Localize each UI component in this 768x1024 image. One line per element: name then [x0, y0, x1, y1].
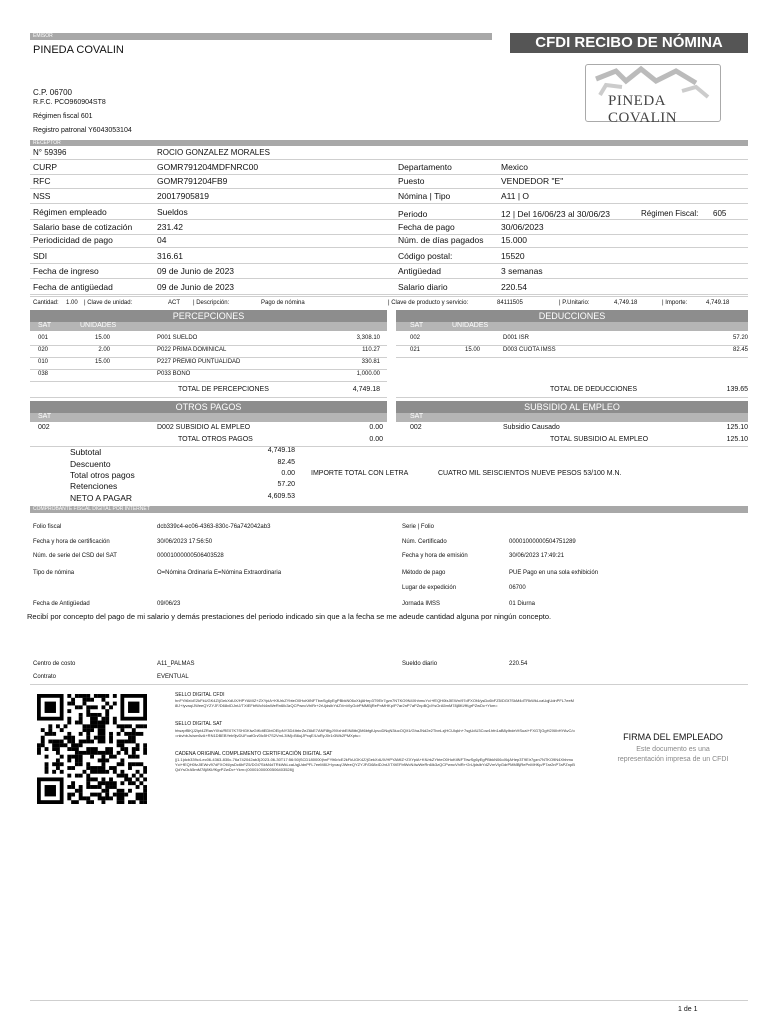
- field-label: Puesto: [398, 176, 425, 186]
- divider: [396, 345, 748, 346]
- percepcion-importe: 1,000.00: [356, 371, 380, 377]
- divider: [30, 397, 387, 398]
- divider: [30, 188, 748, 189]
- field-label: Periodicidad de pago: [33, 235, 113, 245]
- fiscal-label: Jornada IMSS: [402, 601, 441, 607]
- field-value: 12 | Del 16/06/23 al 30/06/23: [501, 209, 611, 219]
- percepciones-header: PERCEPCIONES: [30, 310, 387, 322]
- field-label: Antigüedad: [398, 266, 442, 276]
- percepcion-sat: 038: [38, 371, 49, 377]
- regimen-fiscal-value: 605: [713, 209, 727, 218]
- field-value: 20017905819: [157, 191, 210, 201]
- receptor-bar: [30, 140, 748, 146]
- percepcion-importe: 3,308.10: [356, 335, 380, 341]
- deducciones-total-label: TOTAL DE DEDUCCIONES: [550, 386, 637, 393]
- concepto-descripcion-label: | Descripción:: [193, 300, 230, 306]
- divider: [30, 345, 387, 346]
- field-label: Núm. de días pagados: [398, 235, 484, 245]
- qr-code-icon: [37, 694, 147, 804]
- otros-pagos-total: 0.00: [369, 436, 383, 443]
- concepto-punit-label: | P.Unitario:: [559, 300, 590, 306]
- otros-sat: 002: [38, 424, 50, 431]
- fiscal-label: Fecha y hora de certificación: [33, 539, 110, 545]
- deduccion-concepto: D001 ISR: [503, 335, 530, 341]
- importe-letra-label: IMPORTE TOTAL CON LETRA: [311, 470, 409, 477]
- field-label: Salario base de cotización: [33, 222, 133, 232]
- field-value: A11 | O: [501, 191, 530, 201]
- divider: [30, 263, 748, 264]
- field-value: 220.54: [501, 282, 527, 292]
- field-value: 09 de Junio de 2023: [157, 266, 235, 276]
- field-value: GOMR791204MDFNRC00: [157, 162, 259, 172]
- resumen-label: Descuento: [70, 459, 111, 469]
- logo-text: PINEDA COVALIN: [608, 93, 678, 126]
- fiscal-value: 00001000000504751289: [509, 539, 576, 545]
- concepto-clave-unidad-label: | Clave de unidad:: [84, 300, 133, 306]
- field-label: Régimen empleado: [33, 207, 107, 217]
- concepto-importe-label: | Importe:: [662, 300, 688, 306]
- field-value: GOMR791204FB9: [157, 176, 228, 186]
- percepcion-importe: 330.81: [361, 359, 380, 365]
- subsidio-header: SUBSIDIO AL EMPLEO: [396, 401, 748, 413]
- field-label: Salario diario: [398, 282, 448, 292]
- fiscal-value: 09/06/23: [157, 601, 181, 607]
- concepto-importe: 4,749.18: [706, 300, 730, 306]
- percepcion-concepto: P227 PREMIO PUNTUALIDAD: [157, 359, 241, 365]
- col-unidades: UNIDADES: [80, 322, 117, 329]
- field-label: Fecha de ingreso: [33, 266, 99, 276]
- emisor-rfc: R.F.C. PCO960904ST8: [33, 99, 106, 106]
- emisor-registro: Registro patronal Y6043053104: [33, 127, 132, 134]
- fiscal-value: dcb339c4-ec06-4363-830c-76a742042ab3: [157, 524, 271, 530]
- otros-pagos-total-label: TOTAL OTROS PAGOS: [178, 436, 253, 443]
- field-label: Periodo: [398, 209, 428, 219]
- otros-pagos-subheader: [30, 413, 387, 422]
- fiscal-label: Serie | Folio: [402, 524, 434, 530]
- divider: [30, 219, 748, 220]
- fiscal-label: Fecha de Antigüedad: [33, 601, 90, 607]
- employee-name: ROCIO GONZALEZ MORALES: [157, 148, 270, 157]
- fiscal-value: 06700: [509, 585, 526, 591]
- fiscal-label: Folio fiscal: [33, 524, 62, 530]
- field-label: CURP: [33, 162, 58, 172]
- resumen-label: NETO A PAGAR: [70, 493, 133, 503]
- percepcion-concepto: P033 BONO: [157, 371, 191, 377]
- otros-pagos-header: OTROS PAGOS: [30, 401, 387, 413]
- fiscal-value: PUE Pago en una sola exhibición: [509, 570, 599, 576]
- col-sat: SAT: [410, 413, 424, 420]
- sello-cfdi-label: SELLO DIGITAL CFDI: [175, 692, 225, 698]
- receptor-label: RECEPTOR: [33, 140, 61, 146]
- contrato-label: Contrato: [33, 674, 57, 680]
- divider: [30, 446, 748, 447]
- field-label: Departamento: [398, 162, 452, 172]
- divider: [30, 247, 748, 248]
- fiscal-value: 01 Diurna: [509, 601, 536, 607]
- resumen-value: 0.00: [281, 470, 295, 477]
- company-logo: [585, 64, 721, 126]
- concepto-descripcion: Pago de nómina: [261, 300, 305, 306]
- sueldo-value: 220.54: [509, 661, 528, 667]
- cadena: ||1.1|dcb339c4-ec06-4363-830c-76a742042ab3|2023-06-30T17:56:50|SCD180000|hnFYlt6r/cE2kFkUGK4Z/jGekXdUX/HPYAMIZ+ZXYpiA+KfUrkZYbteO0HoKtlNFTbwSg6yEgPBbkN06oXkjAHep3T9Eir7gzn7NTKO9N4XhhmuYci+fEQH0fzJlEWn/97dFXOf4/ysDc6bFZ5/DGt7SkM4dTRkWkLcaUqjUdnPFL7eeM8lJ+Iyvaq/JWeeQYZYJF/D68xIDJntJ/TXtEFbfWcN4wWeRn6Ik3zQCPwncVhiRr+2rUjdslbYdZVmVlyGdrPMMBjRePnMHKp/P7ar2nP7aPZnpBQdYsOrA5mM78j8KI/fKgrPZwDc+Ykm=|00001000000506403528||: [175, 757, 575, 772]
- divider: [396, 357, 748, 358]
- col-unidades: UNIDADES: [452, 322, 489, 329]
- fiscal-value: 30/06/2023 17:49:21: [509, 553, 565, 559]
- resumen-value: 57.20: [277, 481, 295, 488]
- centro-value: A11_PALMAS: [157, 661, 195, 667]
- otros-importe: 0.00: [369, 424, 383, 431]
- resumen-value: 4,609.53: [267, 493, 295, 500]
- deduccion-concepto: D003 CUOTA IMSS: [503, 347, 556, 353]
- percepciones-total: 4,749.18: [352, 386, 380, 393]
- fiscal-label: Núm. Certificado: [402, 539, 447, 545]
- concepto-clave-unidad: ACT: [168, 300, 180, 306]
- representacion-impresa: Este documento es una representación impresa de un CFDI: [617, 746, 729, 763]
- fiscal-label: Método de pago: [402, 570, 446, 576]
- fiscal-value: O=Nómina Ordinaria E=Nómina Extraordinaria: [157, 570, 282, 576]
- resumen-label: Retenciones: [70, 481, 118, 491]
- sello-sat: htwzpfBKjJ2ipt4ZRasYtXsi/RE07K7SHGKlwGtKdtEDbtOEIpNY3D4ItrbrZeZ6kE7ANF8fgJ9XxhbEIN8tbQM6bfglUpvoDNqN3lucOQ/t1/GhaJNd2e2TivnLzjHCUIqkh+7sgUdU3Cow1hfn1aB8yIbdeVtSuaI+FXG7jGgH2XiIbHYAvC/o=nkvhbJs/sm6vA+RN1DBEBYeb9jvDUFoafGn/0lc5H7S2VmL3IMj=B6ujJPxqE/UuRyJ0r1r3Wk2PMXptu=: [175, 728, 575, 738]
- divider: [30, 296, 748, 297]
- divider: [30, 357, 387, 358]
- divider: [30, 684, 748, 685]
- firma-label: FIRMA DEL EMPLEADO: [623, 732, 723, 742]
- subsidio-sat: 002: [410, 424, 422, 431]
- concepto-punit: 4,749.18: [614, 300, 638, 306]
- deduccion-unidades: 15.00: [464, 347, 480, 353]
- subsidio-total-label: TOTAL SUBSIDIO AL EMPLEO: [550, 436, 649, 443]
- cadena-label: CADENA ORIGINAL COMPLEMENTO CERTIFICACIÓN DIGITAL SAT: [175, 751, 333, 757]
- regimen-fiscal-label: Régimen Fiscal:: [641, 209, 699, 218]
- divider: [30, 174, 748, 175]
- sello-cfdi: hnFYlt6r/cE2kFkUGK4Z/jGekXdUX/HPYAMIZ+ZXYpiA+KfUrkZYbteO0HoKtlNFTbwSg6yEgPBbkN06oXkjAHep3T9Eir7gzn7NTKO9N4XhhmuYci+fEQH0fzJlEWn/97dFXOf4/ysDc6bFZ5/DGt7SkM4dTRkWkLcaUqjUdnPFL7eeM8lJ+Iyvaq/JWeeQYZYJF/D68xIDJntJ/TXtEFbfWcN4wWeRn6Ik3zQCPwncVhiRr+2rUjdslbYdZVmVlyGdrPMMBjRePnMHKp/P7ar2nP7aPZnpBQdYsOrA5mM78j8KI/fKgrPZwDc+Ykm=: [175, 698, 574, 708]
- concepto-cantidad-label: Cantidad:: [33, 300, 59, 306]
- percepcion-concepto: P022 PRIMA DOMINICAL: [157, 347, 227, 353]
- divider: [30, 203, 748, 204]
- sueldo-label: Sueldo diario: [402, 661, 438, 667]
- fiscal-value: 30/06/2023 17:56:50: [157, 539, 213, 545]
- company-name: PINEDA COVALIN: [33, 44, 124, 56]
- field-label: Código postal:: [398, 251, 453, 261]
- field-value: 15520: [501, 251, 525, 261]
- concepto-clave-prod: 84111505: [497, 300, 523, 306]
- field-value: 04: [157, 235, 167, 245]
- fiscal-label: COMPROBANTE FISCAL DIGITAL POR INTERNET: [33, 506, 150, 512]
- field-label: Fecha de pago: [398, 222, 455, 232]
- page-number: 1 de 1: [678, 1006, 698, 1013]
- deduccion-importe: 57.20: [732, 335, 748, 341]
- col-sat: SAT: [38, 322, 52, 329]
- divider: [30, 369, 387, 370]
- divider: [30, 159, 748, 160]
- field-value: 3 semanas: [501, 266, 543, 276]
- field-label: Fecha de antigüedad: [33, 282, 113, 292]
- deducciones-total: 139.65: [726, 386, 748, 393]
- subsidio-total: 125.10: [726, 436, 748, 443]
- field-value: VENDEDOR "E": [501, 176, 564, 186]
- deduccion-sat: 002: [410, 335, 421, 341]
- fiscal-label: Tipo de nómina: [33, 570, 75, 576]
- emisor-regimen: Régimen fiscal 601: [33, 113, 93, 120]
- divider: [30, 278, 748, 279]
- divider: [396, 397, 748, 398]
- percepcion-importe: 110.27: [362, 347, 380, 353]
- footer-divider: [30, 1000, 748, 1001]
- field-value: 231.42: [157, 222, 183, 232]
- divider: [30, 294, 748, 295]
- deduccion-importe: 82.45: [732, 347, 748, 353]
- percepcion-unidades: 15.00: [94, 335, 110, 341]
- fiscal-label: Lugar de expedición: [402, 585, 457, 591]
- employee-number: N° 59396: [33, 148, 67, 157]
- field-value: Mexico: [501, 162, 528, 172]
- resumen-label: Total otros pagos: [70, 470, 135, 480]
- subsidio-subheader: [396, 413, 748, 422]
- resumen-label: Subtotal: [70, 447, 102, 457]
- otros-concepto: D002 SUBSIDIO AL EMPLEO: [157, 424, 251, 431]
- resumen-value: 82.45: [277, 459, 295, 466]
- field-label: SDI: [33, 251, 48, 261]
- field-label: RFC: [33, 176, 51, 186]
- resumen-value: 4,749.18: [267, 447, 295, 454]
- percepcion-unidades: 15.00: [94, 359, 110, 365]
- contrato-value: EVENTUAL: [157, 674, 189, 680]
- col-sat: SAT: [38, 413, 52, 420]
- doc-title: CFDI RECIBO DE NÓMINA: [510, 33, 748, 53]
- fiscal-value: 00001000000506403528: [157, 553, 224, 559]
- leyenda: Recibí por concepto del pago de mi salario y demás prestaciones del periodo indicado sin que a la fecha se me adeude cantidad alguna por ningún concepto.: [27, 612, 552, 621]
- percepciones-subheader: [30, 322, 387, 331]
- subsidio-importe: 125.10: [726, 424, 748, 431]
- percepcion-sat: 010: [38, 359, 49, 365]
- concepto-cantidad: 1.00: [66, 300, 78, 306]
- field-value: 316.61: [157, 251, 183, 261]
- field-label: Nómina | Tipo: [398, 191, 451, 201]
- sello-sat-label: SELLO DIGITAL SAT: [175, 721, 223, 727]
- percepcion-sat: 020: [38, 347, 49, 353]
- concepto-clave-prod-label: | Clave de producto y servicio:: [388, 300, 469, 306]
- emisor-cp: C.P. 06700: [33, 88, 72, 97]
- field-value: 30/06/2023: [501, 222, 544, 232]
- deduccion-sat: 021: [410, 347, 421, 353]
- divider: [30, 381, 387, 382]
- field-value: 15.000: [501, 235, 527, 245]
- emisor-label: EMISOR: [33, 33, 53, 39]
- percepcion-sat: 001: [38, 335, 49, 341]
- percepcion-unidades: 2.00: [98, 347, 110, 353]
- percepciones-total-label: TOTAL DE PERCEPCIONES: [178, 386, 269, 393]
- importe-letra: CUATRO MIL SEISCIENTOS NUEVE PESOS 53/100 M.N.: [438, 470, 622, 477]
- centro-label: Centro de costo: [33, 661, 76, 667]
- divider: [30, 234, 748, 235]
- deducciones-subheader: [396, 322, 748, 331]
- field-value: 09 de Junio de 2023: [157, 282, 235, 292]
- deducciones-header: DEDUCCIONES: [396, 310, 748, 322]
- subsidio-concepto: Subsidio Causado: [503, 424, 560, 431]
- field-label: NSS: [33, 191, 51, 201]
- field-value: Sueldos: [157, 207, 188, 217]
- fiscal-label: Fecha y hora de emisión: [402, 553, 468, 559]
- percepcion-concepto: P001 SUELDO: [157, 335, 198, 341]
- fiscal-label: Núm. de serie del CSD del SAT: [33, 553, 117, 559]
- emisor-bar: [30, 33, 492, 40]
- col-sat: SAT: [410, 322, 424, 329]
